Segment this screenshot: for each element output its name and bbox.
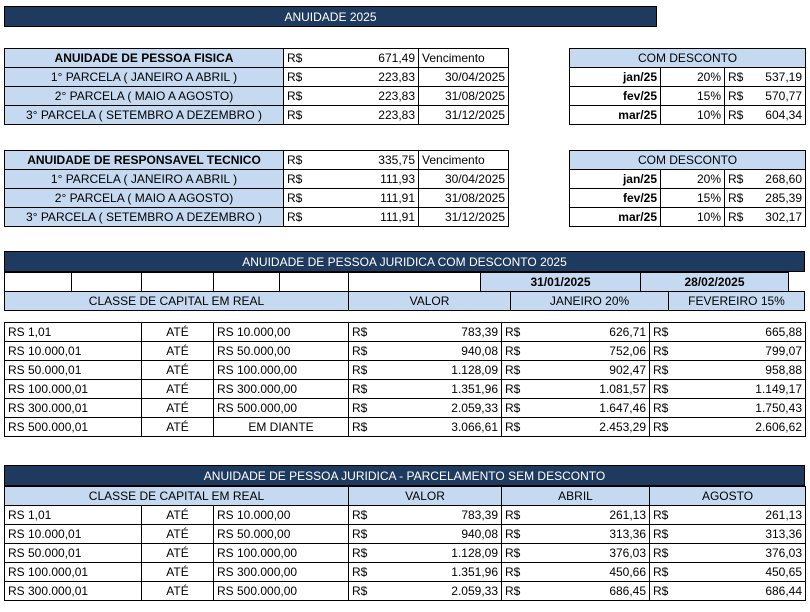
discount-currency: R$ [725, 106, 750, 125]
pj2-col-valor: VALOR [349, 487, 502, 506]
cell-fev: 1.750,43 [678, 399, 806, 418]
cell-to: RS 50.000,00 [214, 525, 349, 544]
discount-pct: 15% [661, 87, 725, 106]
cell-to: RS 10.000,00 [214, 506, 349, 525]
pf-title: ANUIDADE DE PESSOA FISICA [5, 49, 284, 68]
table-row [5, 342, 806, 361]
discount-currency: R$ [725, 68, 750, 87]
discount-month: jan/25 [570, 170, 661, 189]
pf-venc-label: Vencimento [419, 49, 509, 68]
cell-cur2: R$ [502, 361, 532, 380]
pj1-date-jan: 31/01/2025 [481, 273, 641, 292]
pf-parcel-label: 2° PARCELA ( MAIO A AGOSTO) [5, 87, 284, 106]
pf-table [4, 48, 509, 125]
cell-abril: 686,45 [532, 582, 650, 601]
cell-jan: 1.081,57 [532, 380, 650, 399]
cell-agosto: 313,36 [678, 525, 806, 544]
pf-total: 671,49 [317, 49, 419, 68]
rt-parcel-value: 111,91 [317, 189, 419, 208]
cell-fev: 665,88 [678, 323, 806, 342]
cell-ate: ATÉ [142, 399, 214, 418]
cell-cur2: R$ [502, 582, 532, 601]
rt-parcel-currency: R$ [284, 170, 317, 189]
cell-valor: 1.351,96 [379, 380, 502, 399]
table-row [5, 525, 806, 544]
table-row [5, 106, 509, 125]
table-row [570, 170, 806, 189]
pj1-col-fev: FEVEREIRO 15% [669, 292, 805, 311]
table-row [5, 361, 806, 380]
discount-month: mar/25 [570, 208, 661, 227]
table-row [5, 399, 806, 418]
page-title-bar [4, 6, 657, 27]
rt-parcel-currency: R$ [284, 208, 317, 227]
rt-table [4, 150, 509, 227]
rt-title: ANUIDADE DE RESPONSAVEL TECNICO [5, 151, 284, 170]
pj1-col-valor: VALOR [349, 292, 511, 311]
pf-parcel-date: 31/12/2025 [419, 106, 509, 125]
cell-ate: ATÉ [142, 525, 214, 544]
cell-cur: R$ [349, 323, 379, 342]
cell-cur3: R$ [650, 506, 678, 525]
cell-cur2: R$ [502, 399, 532, 418]
discount-value: 537,19 [750, 68, 806, 87]
pj1-title-bar [4, 251, 805, 272]
discount-month: mar/25 [570, 106, 661, 125]
pj2-body-table [4, 486, 806, 601]
cell-ate: ATÉ [142, 361, 214, 380]
cell-valor: 3.066,61 [379, 418, 502, 437]
table-row [5, 582, 806, 601]
pf-parcel-label: 1° PARCELA ( JANEIRO A ABRIL ) [5, 68, 284, 87]
rt-currency: R$ [284, 151, 317, 170]
table-row [5, 418, 806, 437]
rt-parcel-label: 1° PARCELA ( JANEIRO A ABRIL ) [5, 170, 284, 189]
table-row [570, 106, 806, 125]
cell-ate: ATÉ [142, 544, 214, 563]
pf-discount-table [569, 48, 806, 125]
discount-month: jan/25 [570, 68, 661, 87]
table-row [570, 87, 806, 106]
cell-cur3: R$ [650, 544, 678, 563]
pf-parcel-date: 30/04/2025 [419, 68, 509, 87]
cell-valor: 1.128,09 [379, 544, 502, 563]
cell-jan: 626,71 [532, 323, 650, 342]
cell-from: RS 100.000,01 [5, 380, 142, 399]
cell-cur: R$ [349, 418, 379, 437]
pj1-body-table [4, 322, 806, 437]
cell-jan: 902,47 [532, 361, 650, 380]
discount-month: fev/25 [570, 189, 661, 208]
cell-cur: R$ [349, 506, 379, 525]
cell-ate: ATÉ [142, 323, 214, 342]
discount-currency: R$ [725, 189, 750, 208]
cell-cur2: R$ [502, 342, 532, 361]
pj2-col-class: CLASSE DE CAPITAL EM REAL [5, 487, 349, 506]
rt-parcel-label: 2° PARCELA ( MAIO A AGOSTO) [5, 189, 284, 208]
discount-pct: 20% [661, 68, 725, 87]
cell-cur3: R$ [650, 399, 678, 418]
table-row [5, 323, 806, 342]
cell-cur: R$ [349, 399, 379, 418]
pf-discount-header [570, 49, 806, 68]
rt-discount-table [569, 150, 806, 227]
pj2-header-row [5, 487, 806, 506]
cell-cur3: R$ [650, 342, 678, 361]
cell-cur: R$ [349, 525, 379, 544]
cell-to: RS 300.000,00 [214, 563, 349, 582]
cell-fev: 1.149,17 [678, 380, 806, 399]
discount-value: 604,34 [750, 106, 806, 125]
cell-cur2: R$ [502, 323, 532, 342]
cell-cur2: R$ [502, 418, 532, 437]
cell-agosto: 376,03 [678, 544, 806, 563]
cell-ate: ATÉ [142, 563, 214, 582]
cell-jan: 752,06 [532, 342, 650, 361]
table-row [5, 208, 509, 227]
rt-parcel-label: 3° PARCELA ( SETEMBRO A DEZEMBRO ) [5, 208, 284, 227]
rt-parcel-currency: R$ [284, 189, 317, 208]
discount-pct: 20% [661, 170, 725, 189]
discount-currency: R$ [725, 170, 750, 189]
rt-parcel-date: 31/12/2025 [419, 208, 509, 227]
pf-parcel-currency: R$ [284, 68, 317, 87]
cell-cur3: R$ [650, 361, 678, 380]
table-row [5, 189, 509, 208]
discount-month: fev/25 [570, 87, 661, 106]
pf-header-row [5, 49, 509, 68]
discount-value: 302,17 [750, 208, 806, 227]
cell-ate: ATÉ [142, 418, 214, 437]
pj2-col-abril: ABRIL [502, 487, 650, 506]
cell-to: EM DIANTE [214, 418, 349, 437]
pf-parcel-value: 223,83 [317, 87, 419, 106]
rt-venc-label: Vencimento [419, 151, 509, 170]
cell-from: RS 500.000,01 [5, 418, 142, 437]
cell-valor: 2.059,33 [379, 399, 502, 418]
cell-valor: 940,08 [379, 525, 502, 544]
cell-from: RS 300.000,01 [5, 582, 142, 601]
cell-valor: 783,39 [379, 323, 502, 342]
pj1-col-jan: JANEIRO 20% [511, 292, 669, 311]
table-row [5, 87, 509, 106]
cell-from: RS 50.000,01 [5, 544, 142, 563]
cell-cur3: R$ [650, 525, 678, 544]
cell-to: RS 10.000,00 [214, 323, 349, 342]
cell-valor: 940,08 [379, 342, 502, 361]
cell-cur: R$ [349, 342, 379, 361]
discount-value: 268,60 [750, 170, 806, 189]
pf-parcel-date: 31/08/2025 [419, 87, 509, 106]
cell-from: RS 10.000,01 [5, 525, 142, 544]
pf-parcel-value: 223,83 [317, 68, 419, 87]
cell-abril: 376,03 [532, 544, 650, 563]
rt-discount-header [570, 151, 806, 170]
cell-ate: ATÉ [142, 380, 214, 399]
cell-to: RS 50.000,00 [214, 342, 349, 361]
discount-currency: R$ [725, 87, 750, 106]
discount-pct: 15% [661, 189, 725, 208]
rt-parcel-value: 111,93 [317, 170, 419, 189]
cell-agosto: 686,44 [678, 582, 806, 601]
cell-ate: ATÉ [142, 506, 214, 525]
cell-cur: R$ [349, 380, 379, 399]
discount-currency: R$ [725, 208, 750, 227]
table-row [5, 68, 509, 87]
pf-parcel-currency: R$ [284, 87, 317, 106]
cell-jan: 1.647,46 [532, 399, 650, 418]
cell-from: RS 50.000,01 [5, 361, 142, 380]
cell-to: RS 300.000,00 [214, 380, 349, 399]
cell-from: RS 300.000,01 [5, 399, 142, 418]
pj1-header-row [5, 292, 805, 311]
pj2-title-bar [4, 465, 805, 486]
table-row [570, 208, 806, 227]
cell-valor: 1.351,96 [379, 563, 502, 582]
pj1-date-fev: 28/02/2025 [641, 273, 789, 292]
pf-parcel-currency: R$ [284, 106, 317, 125]
cell-jan: 2.453,29 [532, 418, 650, 437]
cell-from: RS 100.000,01 [5, 563, 142, 582]
cell-cur: R$ [349, 563, 379, 582]
cell-cur3: R$ [650, 323, 678, 342]
rt-total: 335,75 [317, 151, 419, 170]
cell-fev: 2.606,62 [678, 418, 806, 437]
discount-pct: 10% [661, 208, 725, 227]
cell-cur2: R$ [502, 506, 532, 525]
cell-agosto: 450,65 [678, 563, 806, 582]
cell-cur3: R$ [650, 418, 678, 437]
discount-pct: 10% [661, 106, 725, 125]
table-row [5, 506, 806, 525]
cell-valor: 783,39 [379, 506, 502, 525]
cell-from: RS 1,01 [5, 506, 142, 525]
table-row [5, 380, 806, 399]
rt-parcel-date: 31/08/2025 [419, 189, 509, 208]
cell-to: RS 500.000,00 [214, 399, 349, 418]
pf-discount-title: COM DESCONTO [570, 49, 806, 68]
cell-cur2: R$ [502, 563, 532, 582]
pj1-table [4, 272, 805, 311]
cell-agosto: 261,13 [678, 506, 806, 525]
page-title: ANUIDADE 2025 [284, 9, 377, 24]
cell-abril: 450,66 [532, 563, 650, 582]
cell-cur: R$ [349, 582, 379, 601]
table-row [5, 170, 509, 189]
table-row [5, 563, 806, 582]
pj2-title: ANUIDADE DE PESSOA JURIDICA - PARCELAMENTO SEM DESCONTO [203, 468, 606, 483]
pj2-col-agosto: AGOSTO [650, 487, 806, 506]
cell-cur: R$ [349, 544, 379, 563]
cell-valor: 1.128,09 [379, 361, 502, 380]
pf-currency: R$ [284, 49, 317, 68]
rt-parcel-value: 111,91 [317, 208, 419, 227]
cell-fev: 799,07 [678, 342, 806, 361]
cell-ate: ATÉ [142, 342, 214, 361]
cell-valor: 2.059,33 [379, 582, 502, 601]
pf-parcel-label: 3° PARCELA ( SETEMBRO A DEZEMBRO ) [5, 106, 284, 125]
rt-parcel-date: 30/04/2025 [419, 170, 509, 189]
discount-value: 570,77 [750, 87, 806, 106]
cell-cur2: R$ [502, 544, 532, 563]
pj1-date-row [5, 273, 805, 292]
cell-from: RS 10.000,01 [5, 342, 142, 361]
cell-to: RS 100.000,00 [214, 544, 349, 563]
cell-cur3: R$ [650, 563, 678, 582]
cell-cur3: R$ [650, 380, 678, 399]
cell-cur3: R$ [650, 582, 678, 601]
cell-cur: R$ [349, 361, 379, 380]
pj1-col-class: CLASSE DE CAPITAL EM REAL [5, 292, 349, 311]
cell-cur2: R$ [502, 380, 532, 399]
cell-ate: ATÉ [142, 582, 214, 601]
cell-cur2: R$ [502, 525, 532, 544]
cell-abril: 313,36 [532, 525, 650, 544]
cell-to: RS 100.000,00 [214, 361, 349, 380]
cell-abril: 261,13 [532, 506, 650, 525]
cell-fev: 958,88 [678, 361, 806, 380]
pf-parcel-value: 223,83 [317, 106, 419, 125]
table-row [570, 189, 806, 208]
cell-from: RS 1,01 [5, 323, 142, 342]
cell-to: RS 500.000,00 [214, 582, 349, 601]
rt-header-row [5, 151, 509, 170]
discount-value: 285,39 [750, 189, 806, 208]
pj1-title: ANUIDADE DE PESSOA JURIDICA COM DESCONTO 2025 [242, 254, 567, 269]
table-row [570, 68, 806, 87]
table-row [5, 544, 806, 563]
rt-discount-title: COM DESCONTO [570, 151, 806, 170]
